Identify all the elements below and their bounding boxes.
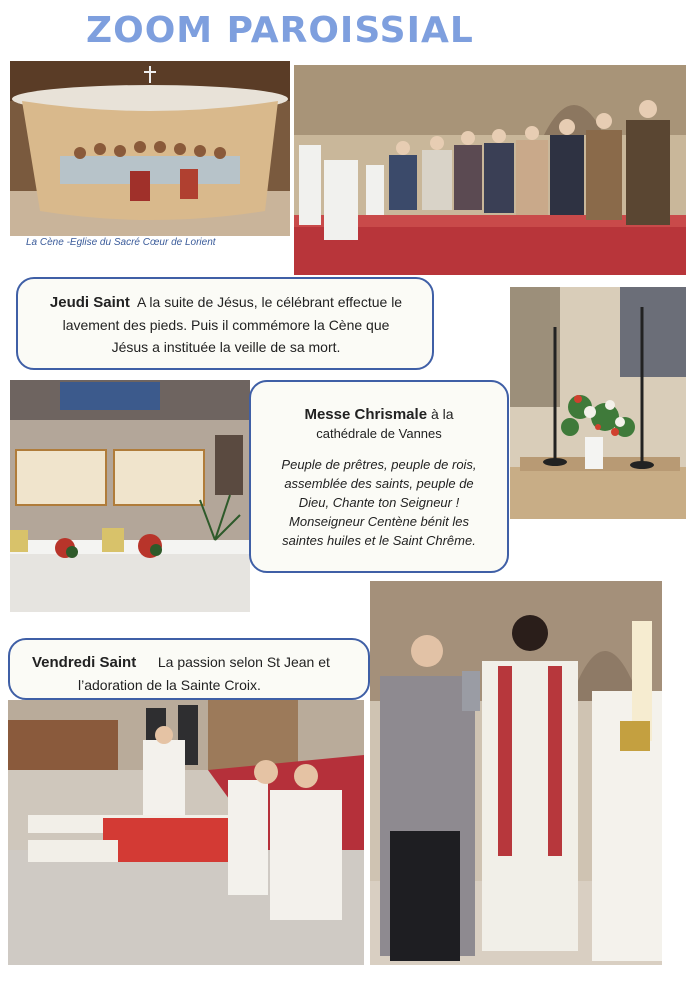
jeudi-saint-heading: Jeudi Saint (49, 294, 130, 311)
jeudi-text-line3: Jésus a instituée la veille de sa mort. (111, 339, 341, 355)
photo-caption: La Cène -Eglise du Sacré Cœur de Lorient (26, 237, 216, 248)
messe-poem-line1: Peuple de prêtres, peuple de rois, (281, 457, 477, 472)
photo-cene-altar (10, 61, 290, 236)
vendredi-text-line1: La passion selon St Jean et (157, 654, 330, 670)
messe-poem-line2: assemblée des saints, peuple de (284, 476, 474, 491)
jeudi-text-line1: A la suite de Jésus, le célébrant effectue le (136, 294, 403, 310)
messe-chrismale-box (249, 380, 509, 573)
vendredi-saint-box (8, 638, 370, 700)
messe-poem-line3: Dieu, Chante ton Seigneur ! (298, 495, 460, 510)
messe-heading: Messe Chrismale (304, 406, 428, 423)
messe-poem-line5: saintes huiles et le Saint Chrême. (282, 533, 476, 548)
photo-prostration (8, 700, 364, 965)
jeudi-text-line2: lavement des pieds. Puis il commémore la Cène que (62, 317, 390, 333)
photo-washing-feet (294, 65, 686, 275)
vendredi-text-line2: l’adoration de la Sainte Croix. (78, 677, 261, 693)
photo-flowers-altar (510, 287, 686, 519)
messe-heading-suffix: à la (430, 406, 454, 422)
messe-subtitle: cathédrale de Vannes (316, 426, 442, 441)
photo-adoration-cross (370, 581, 662, 965)
vendredi-heading: Vendredi Saint (32, 654, 137, 671)
page-title: ZOOM PAROISSIAL (86, 10, 474, 51)
photo-cathedral-exhibit (10, 380, 250, 612)
messe-poem-line4: Monseigneur Centène bénit les (289, 514, 469, 529)
jeudi-saint-box (16, 277, 434, 370)
